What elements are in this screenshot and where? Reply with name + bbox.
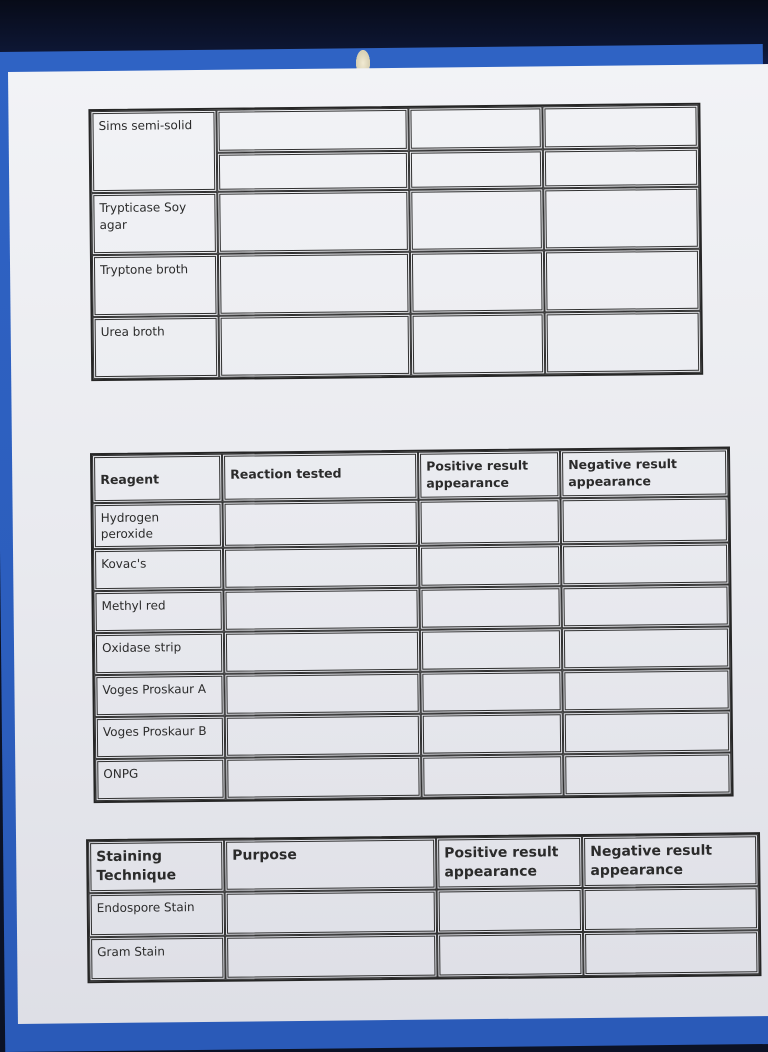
media-cell xyxy=(217,190,410,254)
worksheet-page xyxy=(8,64,768,1024)
media-cell xyxy=(542,105,698,150)
reagent-header-reaction: Reaction tested xyxy=(222,452,418,502)
reagent-row-label: ONPG xyxy=(95,758,225,801)
reagent-table xyxy=(90,446,734,803)
reagent-cell xyxy=(421,713,563,756)
reagent-cell xyxy=(563,711,731,755)
media-cell xyxy=(218,252,411,316)
media-cell xyxy=(410,251,545,314)
reagent-cell xyxy=(562,627,730,671)
reagent-cell xyxy=(420,671,562,714)
reagent-cell xyxy=(225,714,421,758)
media-table-wrap xyxy=(88,103,703,381)
staining-row-label: Endospore Stain xyxy=(89,892,225,937)
media-table xyxy=(88,103,703,381)
staining-cell xyxy=(225,933,437,979)
reagent-row-label: Methyl red xyxy=(93,590,223,633)
reagent-cell xyxy=(563,753,731,797)
staining-cell xyxy=(583,930,759,976)
media-cell xyxy=(217,151,409,192)
media-cell xyxy=(544,249,701,312)
staining-table-wrap xyxy=(86,832,761,979)
reagent-cell xyxy=(421,755,563,798)
reagent-cell xyxy=(560,496,728,544)
media-cell xyxy=(543,148,699,189)
reagent-cell xyxy=(419,498,561,546)
staining-table xyxy=(86,832,761,983)
media-cell xyxy=(219,314,412,378)
media-cell xyxy=(408,106,542,151)
reagent-cell xyxy=(562,669,730,713)
media-row-label: Trypticase Soy agar xyxy=(91,192,218,255)
staining-header-positive: Positive result appearance xyxy=(436,836,583,889)
staining-cell xyxy=(583,886,759,932)
reagent-row-label: Kovac's xyxy=(93,548,223,591)
reagent-cell xyxy=(419,587,561,630)
reagent-cell xyxy=(225,756,421,800)
reagent-cell xyxy=(561,543,729,587)
staining-header-purpose: Purpose xyxy=(224,838,437,892)
reagent-row-label: Voges Proskaur B xyxy=(95,716,225,759)
media-cell xyxy=(545,311,702,375)
media-row-label: Tryptone broth xyxy=(92,254,219,317)
reagent-header-negative: Negative result appearance xyxy=(560,448,728,498)
staining-cell xyxy=(437,932,583,978)
reagent-header-positive: Positive result appearance xyxy=(418,450,560,499)
media-cell xyxy=(216,108,408,153)
reagent-row-label: Hydrogen peroxide xyxy=(93,502,223,550)
reagent-header-reagent: Reagent xyxy=(92,454,222,503)
staining-cell xyxy=(437,888,583,934)
media-row-label: Sims semi-solid xyxy=(90,110,217,194)
reagent-cell xyxy=(223,588,419,632)
reagent-cell xyxy=(223,500,419,548)
reagent-cell xyxy=(223,546,419,590)
media-row-label: Urea broth xyxy=(93,316,220,379)
reagent-cell xyxy=(224,630,420,674)
reagent-row-label: Oxidase strip xyxy=(94,632,224,675)
reagent-cell xyxy=(420,629,562,672)
staining-cell xyxy=(225,889,437,935)
media-cell xyxy=(409,150,543,191)
staining-row-label: Gram Stain xyxy=(89,936,225,981)
reagent-cell xyxy=(561,585,729,629)
reagent-cell xyxy=(224,672,420,716)
media-cell xyxy=(411,313,546,376)
staining-header-negative: Negative result appearance xyxy=(582,834,759,888)
reagent-row-label: Voges Proskaur A xyxy=(94,674,224,717)
reagent-table-wrap xyxy=(90,446,734,797)
media-cell xyxy=(543,187,700,250)
reagent-cell xyxy=(419,545,561,588)
staining-header-technique: Staining Technique xyxy=(88,840,225,893)
media-cell xyxy=(409,189,544,252)
